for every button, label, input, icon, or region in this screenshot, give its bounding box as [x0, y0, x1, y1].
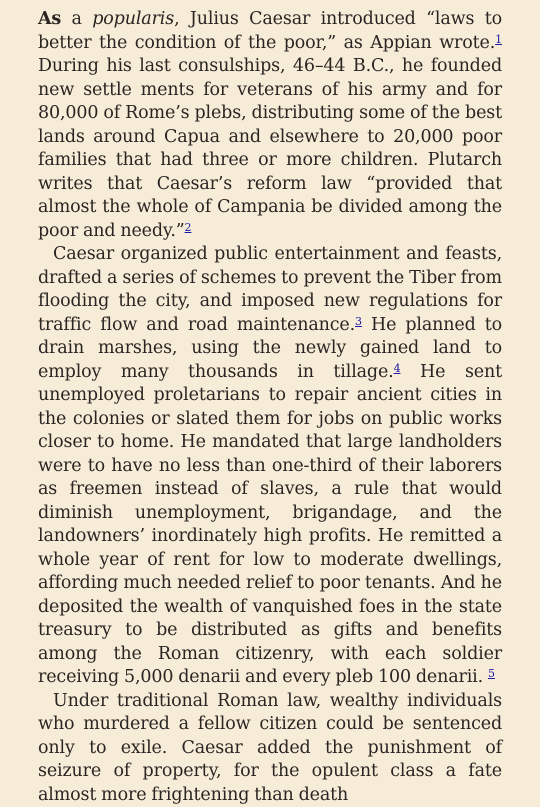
footnote-link-5[interactable]: 5	[488, 667, 495, 680]
text-run: , Julius Caesar introduced “laws to better the condition of the poor,” as Appian wrote.	[38, 9, 502, 53]
drop-cap: As	[38, 9, 61, 29]
footnote-link-2[interactable]: 2	[185, 221, 192, 234]
text-run: During his last consulships, 46–44 B.C., he founded new settle ments for veterans of his army and for 80,000 of Rome’s plebs, distributing some of the best lands around Capua and elsewhere to 20,000 poor families that had three or more children. Plutarch writes that Caesar’s reform law “provided that almost the whole of Campania be divided among the poor and needy.”	[38, 56, 502, 241]
paragraph-2	[38, 243, 502, 690]
text-run: Caesar organized public entertainment and feasts, drafted a series of schemes to prevent the Tiber from flooding the city, and imposed new regulations for traffic flow and road maintenance.	[38, 244, 502, 335]
italic-term: popularis	[92, 9, 174, 29]
page-body	[38, 8, 502, 807]
footnote-link-3[interactable]: 3	[355, 315, 362, 328]
text-run: Under traditional Roman law, wealthy individuals who murdered a fellow citizen could be sentenced only to exile. Caesar added the punishment of seizure of property, for the opulent class a fate almost more frightening than death	[38, 691, 502, 805]
paragraph-1	[38, 8, 502, 243]
text-run: He planned to drain marshes, using the newly gained land to employ many thousands in tillage.	[38, 315, 502, 382]
footnote-link-4[interactable]: 4	[394, 362, 401, 375]
paragraph-3	[38, 690, 502, 807]
footnote-link-1[interactable]: 1	[495, 33, 502, 46]
text-run: a	[61, 9, 92, 29]
text-run: He sent unemployed proletarians to repair ancient cities in the colonies or slated them for jobs on public works closer to home. He mandated that large landholders were to have no less than one-third of their laborers as freemen instead of slaves, a rule that would diminish unemployment, brigandage, and the landowners’ inordinately high profits. He remitted a whole year of rent for low to moderate dwellings, affording much needed relief to poor tenants. And he deposited the wealth of vanquished foes in the state treasury to be distributed as gifts and benefits among the Roman citizenry, with each soldier receiving 5,000 denarii and every pleb 100 denarii.	[38, 362, 502, 688]
